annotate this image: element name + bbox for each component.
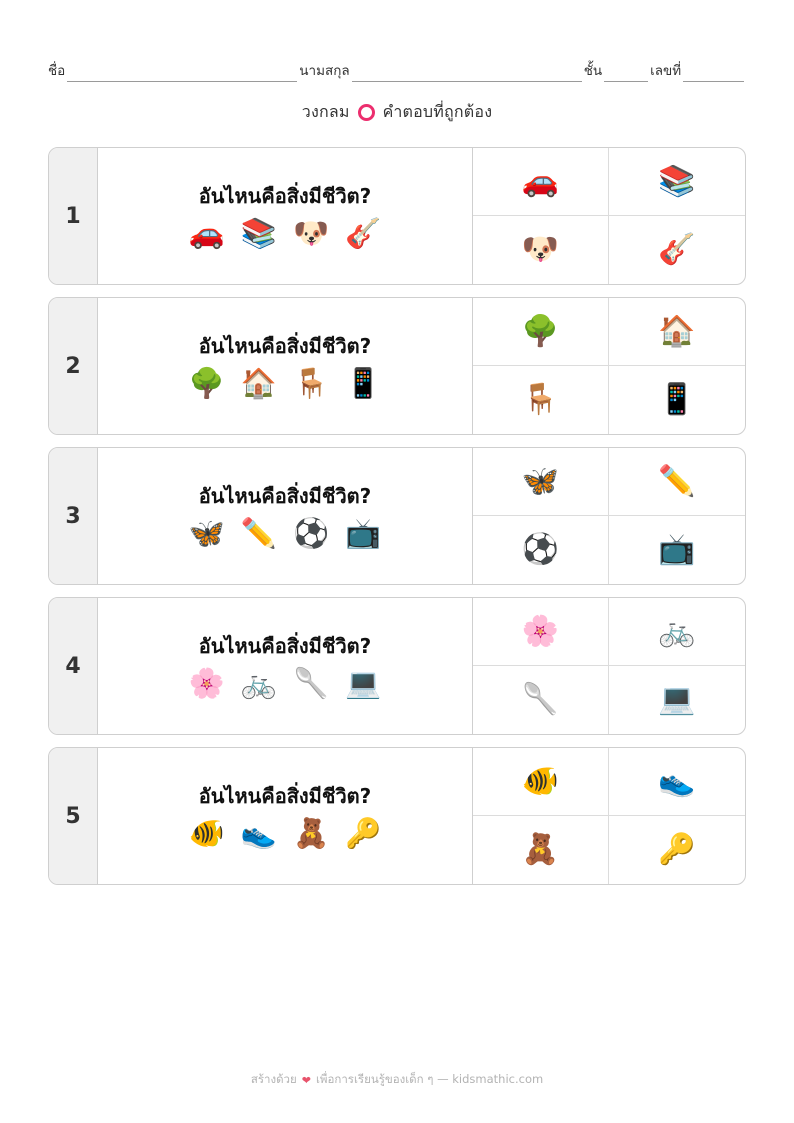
question-text: อันไหนคือสิ่งมีชีวิต?	[198, 634, 372, 658]
prompt-icon: 📱	[345, 366, 382, 400]
prompt-icon: 🪑	[293, 366, 330, 400]
student-info-bar	[48, 56, 746, 82]
question-number: 4	[49, 598, 98, 734]
choice-option[interactable]: 🚲	[609, 598, 745, 666]
prompt-icon: 🦋	[188, 516, 225, 550]
choice-option[interactable]: 🪑	[473, 366, 609, 434]
choice-grid	[473, 598, 745, 734]
question-row	[48, 297, 746, 435]
prompt-icon: 🐠	[188, 816, 225, 850]
lastname-label: นามสกุล	[299, 63, 350, 79]
prompt-icon: 🚲	[240, 666, 277, 700]
question-row	[48, 147, 746, 285]
prompt-icon: 📚	[240, 216, 277, 250]
question-body	[98, 448, 473, 584]
question-body	[98, 298, 473, 434]
choice-option[interactable]: 🥄	[473, 666, 609, 734]
choice-option[interactable]: 🌳	[473, 298, 609, 366]
choice-option[interactable]: 🏠	[609, 298, 745, 366]
prompt-icon: 🏠	[240, 366, 277, 400]
class-input-line[interactable]	[604, 67, 648, 82]
prompt-icon: 🌸	[188, 666, 225, 700]
choice-option[interactable]: 🦋	[473, 448, 609, 516]
question-number: 2	[49, 298, 98, 434]
question-list	[48, 147, 746, 885]
lastname-input-line[interactable]	[352, 67, 582, 82]
choice-option[interactable]: 🐠	[473, 748, 609, 816]
prompt-icon: 🐶	[293, 216, 330, 250]
question-text: อันไหนคือสิ่งมีชีวิต?	[198, 484, 372, 508]
choice-option[interactable]: 📚	[609, 148, 745, 216]
instruction-after: คำตอบที่ถูกต้อง	[382, 102, 493, 121]
choice-option[interactable]: 📺	[658, 532, 696, 567]
prompt-icon: 🌳	[188, 366, 225, 400]
question-text: อันไหนคือสิ่งมีชีวิต?	[198, 184, 372, 208]
name-input-line[interactable]	[67, 67, 297, 82]
question-text: อันไหนคือสิ่งมีชีวิต?	[198, 334, 372, 358]
name-label: ชื่อ	[48, 63, 66, 79]
question-body	[98, 748, 473, 884]
choice-option[interactable]: 🐶	[473, 216, 609, 284]
question-row	[48, 447, 746, 585]
choice-option[interactable]: 💻	[658, 682, 696, 717]
question-number: 5	[49, 748, 98, 884]
prompt-icon-strip	[188, 816, 382, 850]
choice-grid	[473, 748, 745, 884]
choice-option[interactable]: 🧸	[473, 816, 609, 884]
question-body	[98, 598, 473, 734]
footer-after-text: เพื่อการเรียนรู้ของเด็ก ๆ — kidsmathic.com	[315, 1072, 544, 1086]
choice-grid	[473, 298, 745, 434]
question-body	[98, 148, 473, 284]
prompt-icon: 🎸	[345, 216, 382, 250]
class-label: ชั้น	[583, 63, 603, 79]
choice-option[interactable]: 📱	[658, 382, 696, 417]
number-label: เลขที่	[650, 63, 682, 79]
circle-icon	[358, 104, 375, 121]
prompt-icon: ✏️	[240, 516, 277, 550]
prompt-icon-strip	[188, 216, 382, 250]
number-input-line[interactable]	[683, 67, 744, 82]
question-number: 3	[49, 448, 98, 584]
instruction-text	[48, 100, 746, 125]
prompt-icon: 🥄	[293, 666, 330, 700]
prompt-icon-strip	[188, 666, 382, 700]
instruction-before: วงกลม	[301, 102, 350, 121]
prompt-icon-strip	[188, 516, 382, 550]
choice-grid	[473, 148, 745, 284]
prompt-icon: 👟	[240, 816, 277, 850]
prompt-icon-strip	[188, 366, 382, 400]
prompt-icon: 🔑	[345, 816, 382, 850]
choice-option[interactable]: 👟	[609, 748, 745, 816]
footer-before-text: สร้างด้วย	[250, 1072, 297, 1086]
choice-option[interactable]: ⚽	[473, 516, 609, 584]
prompt-icon: 🚗	[188, 216, 225, 250]
choice-option[interactable]: 🌸	[473, 598, 609, 666]
question-row	[48, 597, 746, 735]
choice-option[interactable]: ✏️	[609, 448, 745, 516]
choice-option[interactable]: 🚗	[473, 148, 609, 216]
question-text: อันไหนคือสิ่งมีชีวิต?	[198, 784, 372, 808]
question-number: 1	[49, 148, 98, 284]
prompt-icon: 🧸	[293, 816, 330, 850]
prompt-icon: 💻	[345, 666, 382, 700]
choice-grid	[473, 448, 745, 584]
prompt-icon: 📺	[345, 516, 382, 550]
choice-option[interactable]: 🎸	[658, 232, 696, 267]
footer-credit	[0, 1071, 794, 1089]
question-row	[48, 747, 746, 885]
choice-option[interactable]: 🔑	[658, 832, 696, 867]
prompt-icon: ⚽	[293, 516, 330, 550]
heart-icon: ❤	[301, 1073, 311, 1087]
